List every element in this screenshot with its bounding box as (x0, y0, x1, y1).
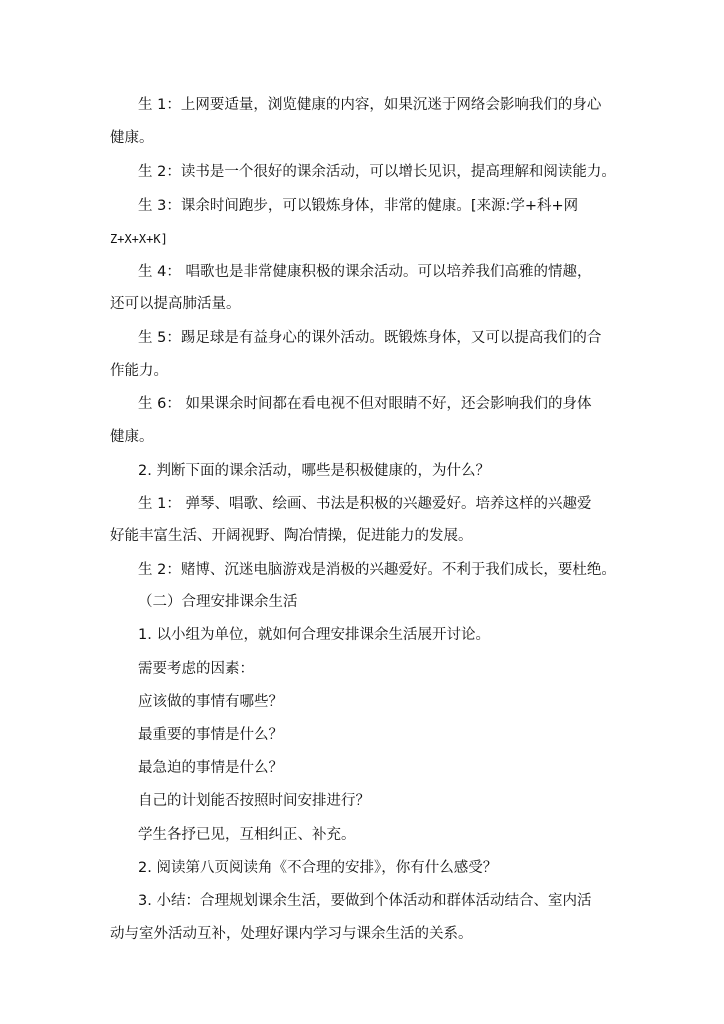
text-line: 好能丰富生活、开阔视野、陶冶情操，促进能力的发展。 (110, 528, 473, 544)
text-line: 学生各抒已见，互相纠正、补充。 (138, 827, 356, 843)
text-line: 自己的计划能否按照时间安排进行？ (138, 793, 370, 809)
text-line: 动与室外活动互补，处理好课内学习与课余生活的关系。 (110, 926, 473, 942)
text-line: 生 1： 弹琴、唱歌、绘画、书法是积极的兴趣爱好。培养这样的兴趣爱 (138, 496, 592, 512)
section-heading: （二）合理安排课余生活 (138, 594, 298, 610)
text-line: 生 2：读书是一个很好的课余活动，可以增长见识，提高理解和阅读能力。 (138, 164, 616, 180)
text-line: 生 2：赌博、沉迷电脑游戏是消极的兴趣爱好。不利于我们成长，要杜绝。 (138, 562, 616, 578)
text-line: 生 5：踢足球是有益身心的课外活动。既锻炼身体，又可以提高我们的合 (138, 330, 602, 346)
text-line: 生 6： 如果课余时间都在看电视不但对眼睛不好，还会影响我们的身体 (138, 396, 592, 412)
text-line: 健康。 (110, 130, 154, 146)
text-line: 3. 小结：合理规划课余生活，要做到个体活动和群体活动结合、室内活 (138, 893, 592, 909)
text-line: 生 3：课余时间跑步，可以锻炼身体，非常的健康。[来源:学+科+网 (138, 198, 579, 214)
text-line: 还可以提高肺活量。 (110, 296, 241, 312)
text-line: 健康。 (110, 429, 154, 445)
text-line: 生 1：上网要适量，浏览健康的内容，如果沉迷于网络会影响我们的身心 (138, 97, 602, 113)
text-line: 最急迫的事情是什么？ (138, 760, 283, 776)
text-line: 生 4： 唱歌也是非常健康积极的课余活动。可以培养我们高雅的情趣， (138, 264, 592, 280)
text-line: 2. 判断下面的课余活动，哪些是积极健康的，为什么？ (138, 463, 490, 479)
text-line: 1. 以小组为单位，就如何合理安排课余生活展开讨论。 (138, 627, 490, 643)
text-line: 作能力。 (110, 363, 168, 379)
text-line: Z+X+X+K] (110, 232, 168, 246)
text-line: 应该做的事情有哪些？ (138, 694, 283, 710)
text-line: 最重要的事情是什么？ (138, 727, 283, 743)
text-line: 2. 阅读第八页阅读角《不合理的安排》，你有什么感受？ (138, 860, 498, 876)
text-line: 需要考虑的因素： (138, 661, 254, 677)
